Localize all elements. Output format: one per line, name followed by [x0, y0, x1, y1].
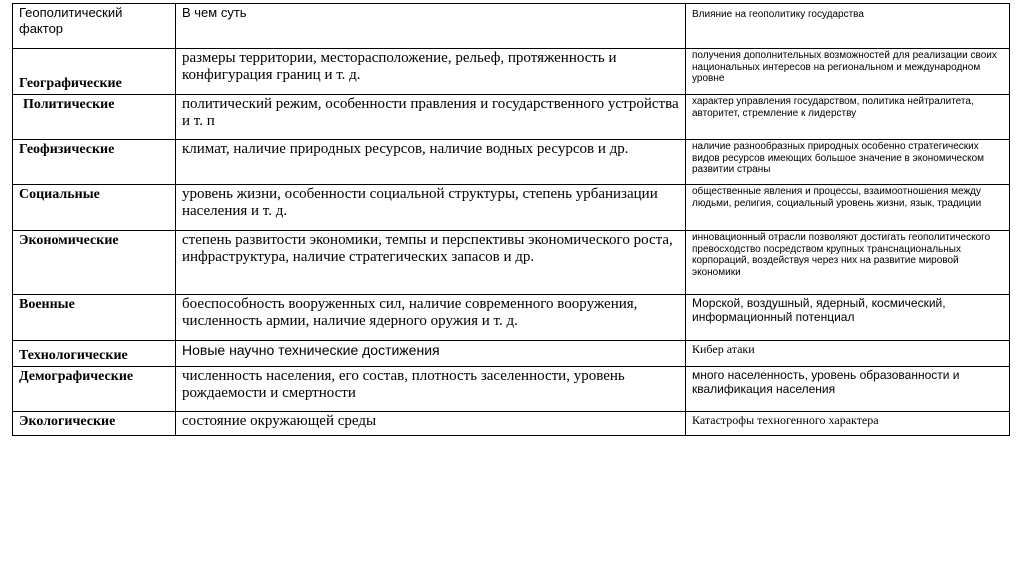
- factor-cell: Географические: [13, 49, 176, 95]
- essence-cell: климат, наличие природных ресурсов, наличие водных ресурсов и др.: [176, 140, 686, 185]
- influence-cell: Кибер атаки: [686, 341, 1010, 367]
- essence-cell: численность населения, его состав, плотность заселенности, уровень рождаемости и смертности: [176, 367, 686, 412]
- factor-cell: Технологические: [13, 341, 176, 367]
- essence-cell: политический режим, особенности правления и государственного устройства и т. п: [176, 95, 686, 140]
- essence-cell: боеспособность вооруженных сил, наличие современного вооружения, численность армии, наличие ядерного оружия и т. д.: [176, 295, 686, 341]
- table-row: [13, 412, 1010, 436]
- factor-cell: Экономические: [13, 231, 176, 295]
- essence-cell: размеры территории, месторасположение, рельеф, протяженность и конфигурация границ и т. д.: [176, 49, 686, 95]
- header-influence: Влияние на геополитику государства: [686, 4, 1010, 49]
- influence-cell: получения дополнительных возможностей для реализации своих национальных интересов на региональном и международном уровне: [686, 49, 1010, 95]
- essence-cell: уровень жизни, особенности социальной структуры, степень урбанизации населения и т. д.: [176, 185, 686, 231]
- table-row: [13, 140, 1010, 185]
- influence-cell: инновационный отрасли позволяют достигать геополитического превосходство посредством крупных транснациональных корпораций, воздействуя через них на развитие мировой экономики: [686, 231, 1010, 295]
- influence-cell: характер управления государством, политика нейтралитета, авторитет, стремление к лидерству: [686, 95, 1010, 140]
- table-row: [13, 231, 1010, 295]
- factor-cell: Демографические: [13, 367, 176, 412]
- geopolitical-factors-table: [12, 3, 1010, 436]
- influence-cell: общественные явления и процессы, взаимоотношения между людьми, религия, социальный уровень жизни, язык, традиции: [686, 185, 1010, 231]
- influence-cell: Морской, воздушный, ядерный, космический, информационный потенциал: [686, 295, 1010, 341]
- essence-cell: степень развитости экономики, темпы и перспективы экономического роста, инфраструктура, наличие стратегических запасов и др.: [176, 231, 686, 295]
- factor-cell: Политические: [13, 95, 176, 140]
- factor-cell: Экологические: [13, 412, 176, 436]
- table-row: [13, 295, 1010, 341]
- table-row: [13, 185, 1010, 231]
- table-row: [13, 49, 1010, 95]
- factor-cell: Социальные: [13, 185, 176, 231]
- factor-cell: Геофизические: [13, 140, 176, 185]
- influence-cell: Катастрофы техногенного характера: [686, 412, 1010, 436]
- table-header-row: [13, 4, 1010, 49]
- factor-cell: Военные: [13, 295, 176, 341]
- essence-cell: состояние окружающей среды: [176, 412, 686, 436]
- table-row: [13, 367, 1010, 412]
- header-essence: В чем суть: [176, 4, 686, 49]
- table-row: [13, 341, 1010, 367]
- influence-cell: много населенность, уровень образованности и квалификация населения: [686, 367, 1010, 412]
- table-row: [13, 95, 1010, 140]
- essence-cell: Новые научно технические достижения: [176, 341, 686, 367]
- header-factor: Геополитический фактор: [13, 4, 176, 49]
- influence-cell: наличие разнообразных природных особенно стратегических видов ресурсов имеющих большое значение в экономическом развитии страны: [686, 140, 1010, 185]
